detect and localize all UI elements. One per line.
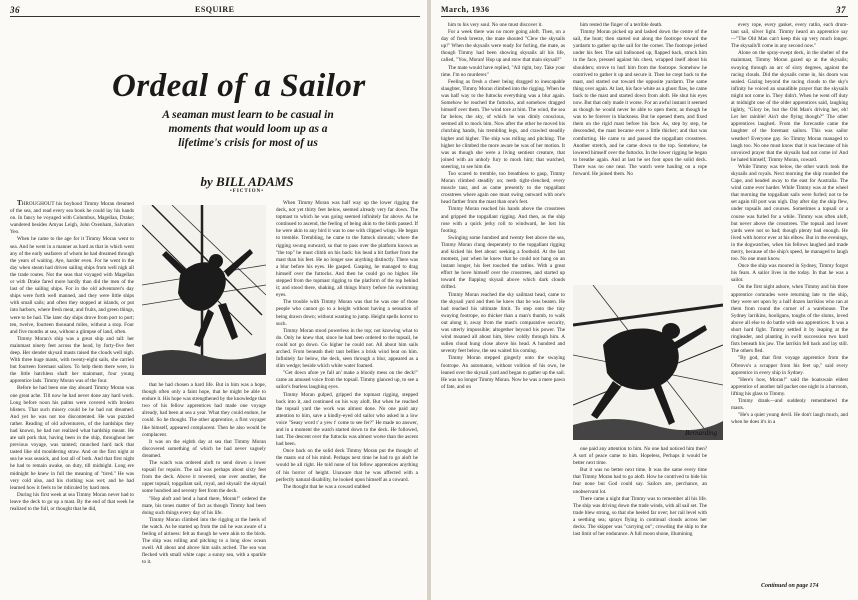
paragraph: one paid any attention to him. No one had noticed him then? A sort of peace came to him. Hopeless, Perhaps it would be better next time. (573, 446, 707, 467)
header-rule (10, 16, 420, 17)
folio-date: March, 1936 (441, 5, 490, 14)
folio-magazine-name: ESQUIRE (195, 5, 235, 14)
paragraph: Timmy Moran gulped, gripped the topmast rigging, stepped back into it, and continued on his way aloft. But when he reached the topsail yard the work was almost done. No one paid any attention to him, save a kindly-eyed old sailor who asked in a low voice "Seasy word t' a yew t' come to see fer?" He made no answer, and in a moment the watch started down to the deck. He followed, last. The descent over the futtocks was almost worse than the ascent had been. (276, 391, 418, 448)
paragraph: When Timmy Moran was half way up the lower rigging the deck, not yet thirty feet below, seemed already very far down. The topmast to which he was going seemed infinitely far above. As he continued to ascend, the feeling of being akin to the birds passed. If he were akin to any bird it was to one with clipped wings. He began to tremble. Trembling, he came to the futtock shrouds; where the rigging swung outward, so that to pass over the platform known as "the top" he must climb on his back: his head a bit farther from the mast than his feet. He no longer saw anything distinctly. There was a blur before his eyes. He gasped. Gasping, he managed to drag himself over the futtocks. And then he could go no higher. He stepped from the topmast rigging to the platform of the top behind it; and stood there, shaking, all things blurry before his swimming eyes. (276, 200, 418, 299)
paragraph: that he had chosen a hard life. But in him was a hope, though often only a faint hope, that he might be able to endure it. His hope was strengthened by the knowledge that two of his fellow apprentices had made one voyage already, had been at sea a year. What they could endure, he could. So he thought. The other apprentice, a first voyager like himself, appeared complacent. Then he also would be complacent. (142, 382, 266, 438)
header-rule (441, 16, 848, 17)
paragraph: Timmy Moran climbed into the rigging at the heels of the watch. As he started up from the rail he was aware of a feeling of airiness: felt as though he were akin to the birds. The ship was rolling and pitching to a long slow ocean swell. All about and above him sails arched. The sea was flecked with small white caps: a sunny sea, with a sparkle to it. (142, 516, 266, 566)
folio-page-number: 37 (836, 5, 846, 15)
article-deck: A seaman must learn to be casual in moments that would loom up as a lifetime's crisis for most of us (162, 109, 334, 149)
left-column-2 (142, 382, 266, 595)
paragraph: Timmy Moran reached the sky sailmast head, came to the skysail yard and then he knew that he was beaten. He had reached his ultimate limit. To step onto the tiny swaying footrope, no thicker than a man's thumb, to walk out along it, away from the mast's comparative security, was utterly impossible; altogether beyond his power. The wind moaned all about him, blew coldly through him. A sullen cloud hung close above his head. A hundred and seventy feet below, the sea waited his coming. (441, 291, 565, 355)
paragraph: "Here's how, Moran!" said the boatswain eldest apprentice of another tall packet one night in a barroom, lifting his glass to Timmy. (731, 376, 848, 397)
paragraph: For a week there was no more going aloft. Then, on a day of fresh breeze, the mate shouted "Clew the skysails up!" When the skysails were ready for furling, the mate, as though Timmy had been showing skysails all his life, called, "You, Moran! Hop up and stow that main skysail!" (441, 29, 565, 64)
right-column-3 (573, 446, 707, 595)
right-page (431, 0, 858, 600)
paragraph: While Timmy was below, the other watch took the skysails and royals. Next morning the ship rounded the Cape, and headed away to the east for Australia. The wind came ever harder. While Timmy was at the wheel that morning the topgallant sails were furled; not to be set again till port was nigh. Day after day the ship flew, under topsails and courses. Sometimes a topsail or a course was furled for a while. Timmy was often aloft, but never above the crosstrees. The topsail and lower yards were not so bad; though plenty bad enough. He lived with horror ever at his elbow. But in the evenings, in the dogwatches, when his fellows laughed and made merry, because of the ship's speed, he managed to laugh too. No one must know. (731, 163, 848, 263)
paragraph: THROUGHOUT his boyhood Timmy Moran dreamed of the sea, and read every sea book he could lay his hands on. In fancy he voyaged with Columbus, Magellan, Drake; wandered besides Amyas Leigh, John Oxenham, Salvation Yeo. (10, 200, 134, 236)
paragraph: him rested the finger of a terrible death. (580, 22, 663, 28)
paragraph: Timmy Moran reached his hands above the crosstrees and gripped the topgallant rigging. And then, as the ship rose with a quick jerky roll to windward, he lost his footing. (441, 206, 565, 234)
paragraph: every rope, every gasket, every ratlin, each drum-taut sail, silver light. Timmy heard an apprentice say—"The Old Man can't keep this up very much longer. The skysails'll come in any second now." (731, 22, 848, 50)
paragraph: The thought that he was a coward stabbed (283, 483, 371, 490)
paragraph: "By god, that first voyage apprentice from the Ofrenvo's a scrapper from his feet up," said every apprentice in every ship in Sydney. (731, 355, 848, 376)
sailor-in-rigging-illustration (142, 205, 266, 375)
paragraph: Timmy Moran's ship was a great ship and tall: her mainmast ninety feet across the head, by forty-five feet deep. Her slender skysail masts raised the clouds well nigh. With three huge masts, with twenty-eight sails, she carried but fourteen foremast sailors. To help them there were, in the little hatchless shaft her mainmast, four young apprentice lads. Timmy Moran was of the four. (10, 335, 134, 385)
paragraph: The trouble with Timmy Moran was that he was one of those people who cannot go to a height without having a sensation of being drawn down; without wanting to jump. Height spells horror to such. (276, 299, 418, 327)
right-column-2 (573, 22, 707, 280)
paragraph: Timmy Moran picked up and lashed down the centre of the sail, the bunt; then started out along the footrope toward the yardarm to gather up the sail for the corner. The footrope jerked under his feet. The sail ballooned up, flapped back, struck him in the face, pressed against his chest, wrapped itself about his shoulders; strove to hurl him from the footrope. Somehow he contrived to gather it up and secure it. Then he crept back to the mast, and started out toward the opposite yardarm. The same thing over again. At last, his face white as a ghost flaw, he came back to the mast and started down from aloft. He shut his eyes now. But that only made it worse. For an awful instant it seemed as though he would never be able to open them; as though he was to be forever in blackness. But he opened them, and fixed them on the rigid mast before his face. As, step by step, he descended, the mast became ever a little thicker; and that was comforting. He came to and passed the topgallant crosstrees. Another stretch, and he came down to the top. Somehow, he lowered himself over the futtocks. In the lower rigging he began to breathe again. And at last he set foot upon the solid deck. There was no one near. The watch were hauling on a rope forward. He joined them. No (573, 29, 707, 177)
paragraph: "Hop aloft and lend a hand there, Moran!" ordered the mate, his tones matter of fact as though Timmy had been doing such things every day of his life. (142, 495, 266, 516)
paragraph: It was on the eighth day at sea that Timmy Moran discovered something of which he had never vaguely dreamed. (142, 438, 266, 459)
right-column-1 (441, 22, 565, 595)
left-column-1 (10, 200, 134, 595)
paragraph: Swinging some hundred and twenty feet above the sea, Timmy Moran clung desperately to the topgallant rigging and kicked his feet about: seeking a foothold. At the last moment, just when he knew that he could not hang on an instant longer, his feet touched the ratlins. With a great effort he hove himself over the crosstrees, and started up toward the flapping skysail above which dark clouds drifted. (441, 234, 565, 291)
left-page (0, 0, 427, 600)
continued-note: Continued on page 174 (761, 583, 819, 589)
article-title: Ordeal of a Sailor (112, 68, 366, 104)
paragraph: Once back on the solid deck Timmy Moran put the thought of the masts out of his mind. Perhaps next time he had to go aloft he would be all right. He told none of his fellow apprentices anything of his horror of height. Unaware that he was affected with a perfectly natural disability, he looked upon himself as a coward. (276, 448, 418, 483)
paragraph: Too scared to tremble, too breathless to gasp, Timmy Moran climbed steadily on; teeth tight-clenched, every muscle taut, and as came presently to the topgallant crosstrees where again one must swing outward with one's head farther from the mast than one's feet. (441, 170, 565, 206)
paragraph: Once the ship was moored in Sydney, Timmy forgot his fears. A sailor lives in the today. In that he was a sailor. (731, 263, 848, 284)
paragraph: "He's a quiet young devil. He don't laugh much, and when he does it's in a (731, 412, 848, 426)
paragraph: But it was no better next time. It was the same every time that Timmy Moran had to go aloft. How he contrived to hide his fear none but God could say. Sailors are, perchance, an unobservant lot. (573, 467, 707, 495)
paragraph: Timmy drank—and suddenly remembered the masts. (731, 397, 848, 412)
paragraph: Alone on the spray-swept deck, in the shelter of the mainmast, Timmy Moran gazed up at the skysails; swaying through an arc of sixty degrees, against the racing clouds. Did the skysails come in, his doom was sealed. Gazing beyond the racing clouds to the sky's infinity he voiced an unaudible prayer that the skysails might not come in. They didn't. When he went off duty at midnight one of the older apprentices said, laughing lightly, "Glory be, but the Old Man's driving her, eh! Let her rainble! Ain't she flying though?" The other apprentices laughed. From the forecastle came the laughter of the foremast sailors. This was sailor weather! Everyone gay. So Timmy Moran managed to laugh too. No one must know that it was because of his unvoiced prayer that the skysails had not come in! And he hated himself, Timmy Moran, coward. (731, 50, 848, 163)
paragraph: The mate would have replied, "All right, boy. Take your time. I'm no murderer." (441, 64, 565, 78)
paragraph: There came a night that Timmy was to remember all his life. The ship was driving down the trade winds, with all sail set. The trade blew strong, so that she heeled far over; her rail level with a seething sea; sprays flying in continual clouds across her decks. The skipper was "carrying on"; crowding the ship to the last limit of her endurance. A full moon shone, illumining (573, 495, 707, 538)
paragraph: Timmy Moran stepped gingerly onto the swaying footrope. An automaton, without volition of his own, he leaned over the skysail yard and began to gather up the sail. He was no longer Timmy Moran. Now he was a mere pawn of fate, and on (441, 355, 565, 390)
paragraph: The watch was ordered aloft to send down a lower topsail for repairs. The sail was perhaps about sixty feet from the deck. Above it towered, one over another, the upper topsail, topgallant sail, royal, and skysail: the skysail some hundred and seventy feet from the deck. (142, 460, 266, 495)
article-byline: by BILL ADAMS (200, 174, 294, 189)
paragraph: During his first week at sea Timmy Moran never had to leave the deck to go up a mast. By the end of that week he realized to the full, or thought that he did, (10, 491, 134, 513)
sailor-on-yard-illustration (573, 285, 723, 440)
paragraph: "Get down afore ye fall an' make a bloody mess on the deck!" came an amused voice from the topsail. Timmy glanced up, to see a sailor's fearless laughing eyes. (276, 370, 418, 391)
paragraph: On the first night ashore, when Timmy and his three apprentice comrades were returning late to the ship, they were set upon by a half dozen larrikins who ran at them from round the corner of a warehouse. The Sydney larrikins, hooligans, toughs of the slums, loved above all else to do battle with sea apprentices. It was a short hard fight. Timmy settled it by leaping at the ringleader, and planting in swift succession two hard fists beneath his jaw. The larrikin fell back and lay still. The others fled. (731, 284, 848, 355)
left-column-3 (276, 200, 418, 595)
paragraph: Feeling as fresh a cheer being dragged to inescapable slaughter, Timmy Moran climbed into the rigging. When he was half way to the futtocks everything was a blur again. Somehow he reached the futtocks, and somehow dragged himself over them. The wind tore at him. The wind, the sea far below, the sky, of which he was dimly conscious, seemed all to mock him. Now after the other he moved his clutching hands, his trembling legs, and crawled steadily higher and higher. The ship was rolling and pitching. The higher he climbed the more aware he was of her motion. It was as though she were a living sentient creature, that joined with an unholy fury to mock him; that watched, sneering, to see him die. (441, 78, 565, 170)
section-label: •FICTION• (230, 189, 264, 194)
paragraph: him to his very soul. No one must discover it. (448, 22, 543, 28)
paragraph: When he came to the age for it Timmy Moran went to sea. And he went in a manner as hard as that in which went any of the early seafarers of whom he had dreamed through the years of waiting. Aye, harder even. For he went in the day when steam had driven sailing ships from well nigh all the trade routes. Not the seas that voyaged with Magellan or with Drake fared more hardly than did the men of the last of the sailing ships. For in the old adventurer's day ships were forth well manned, and they were little ships with small sails; and often they stopped at islands, or put into harbors, where fresh meat, and fruits, and green things, were to be had. The later day ships drove from port to port; ten, twelve, fourteen thousand miles, without a stop. Four and five months at sea, without a glimpse of land, often. (10, 236, 134, 335)
paragraph: Before he had been one day aboard Timmy Moran was one great ache. Till now he had never done any hard work. Long before noon his palms were covered with broken blisters. That such misery could be he had not dreamed. And yet he was not too discontented. He was puzzled rather. Reading of old adventurers, of the hardships they had known, he had not realized what hardship meant. He ate salt pork that, having been in the ship, throughout her previous voyage, was tainted; munched hard tack that tasted like old mouldering straw. And on the first night at sea he was seasick, and lost all of both. And that first night he had to remain awake, on duty, till midnight. Long ere midnight he knew in full the meaning of "tired." He was very cold also, and his clothing was wet; and he had learned how it feels to be ridiculed by hard men. (10, 385, 134, 491)
right-column-4 (731, 22, 848, 577)
paragraph: Timmy Moran stood powerless in the top; not knowing what to do. Only he knew that, since he had been ordered to the topsail, he could not go down. Go higher he could not. All about him sails arched. From beneath their taut bellies a brisk wind beat on him. Infinitely far below, the deck, seen through a blur, appeared as a slim wedge; beside which white water foamed. (276, 327, 418, 370)
folio-page-number: 36 (10, 5, 20, 15)
illustration-signature: Bernarding (685, 429, 718, 437)
